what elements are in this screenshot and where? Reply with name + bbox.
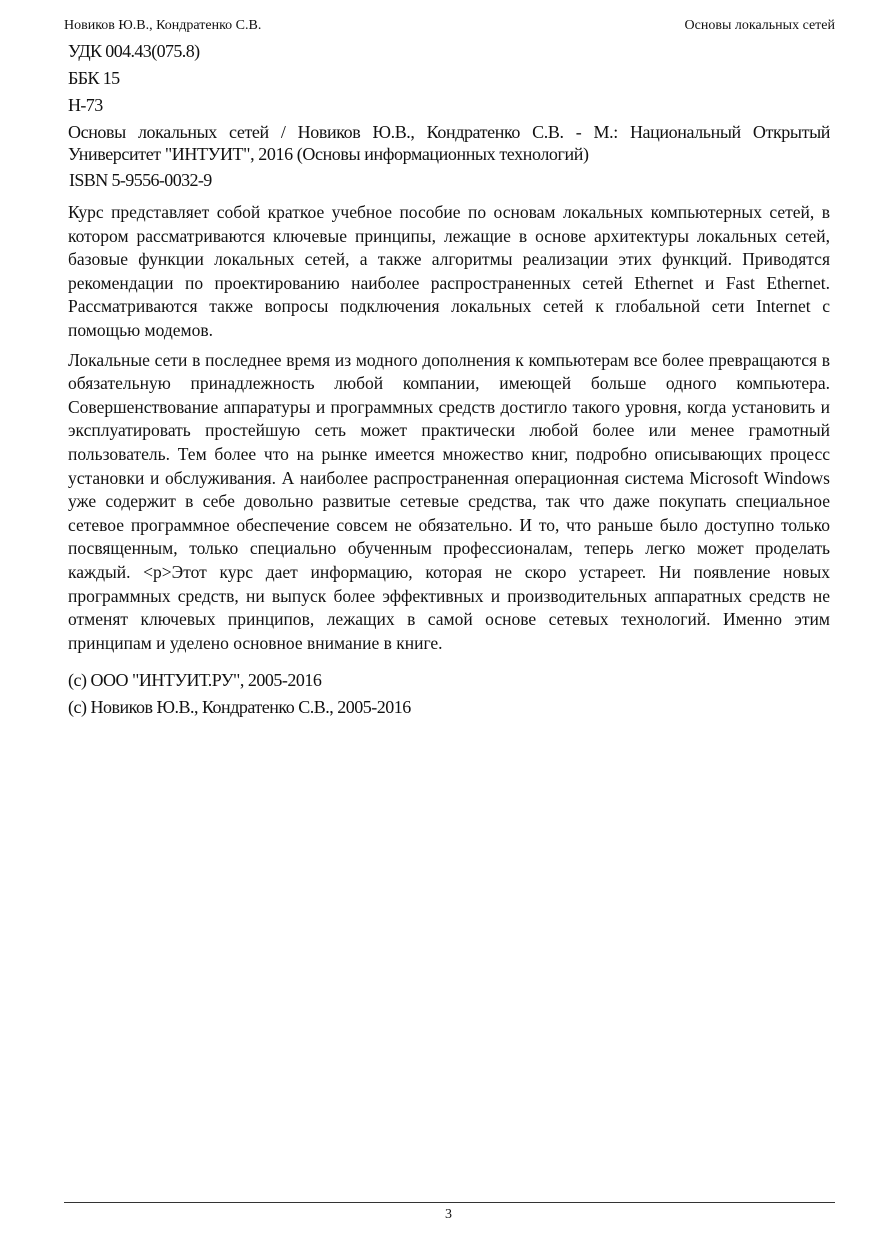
isbn: ISBN 5-9556-0032-9 [69, 170, 212, 190]
running-header [64, 16, 835, 36]
bibliographic-citation: Основы локальных сетей / Новиков Ю.В., Кондратенко С.В. - М.: Национальный Открытый Университет "ИНТУИТ", 2016 (Основы информационных технологий) [68, 122, 830, 164]
header-authors: Новиков Ю.В., Кондратенко С.В. [64, 18, 262, 33]
copyright-publisher: (c) ООО "ИНТУИТ.РУ", 2005-2016 [68, 670, 322, 691]
footer-divider [64, 1202, 835, 1203]
copyright-authors: (c) Новиков Ю.В., Кондратенко С.В., 2005-2016 [68, 697, 411, 718]
bbk-code: ББК 15 [68, 68, 120, 88]
header-title: Основы локальных сетей [684, 18, 835, 33]
udk-code: УДК 004.43(075.8) [68, 41, 200, 61]
page-number: 3 [445, 1207, 452, 1222]
abstract-paragraph-1: Курс представляет собой краткое учебное пособие по основам локальных компьютерных сетей, в котором рассматриваются ключевые принципы, лежащие в основе архитектуры локальных сетей, базовые функции локальных сетей, а также алгоритмы реализации этих функций. Приводятся рекомендации по проектированию наиболее распространенных сетей Ethernet и Fast Ethernet. Рассматриваются также вопросы подключения локальных сетей к глобальной сети Internet с помощью модемов. [68, 202, 830, 340]
page-content [68, 40, 830, 723]
abstract-paragraph-2: Локальные сети в последнее время из модного дополнения к компьютерам все более превращаются в обязательную принадлежность любой компании, имеющей больше одного компьютера. Совершенствование аппаратуры и программных средств достигло такого уровня, когда установить и эксплуатировать простейшую сеть может практически любой более или менее грамотный пользователь. Тем более что на рынке имеется множество книг, подробно описывающих процесс установки и обслуживания. А наиболее распространенная операционная система Microsoft Windows уже содержит в себе довольно развитые сетевые средства, так что даже покупать специальное сетевое программное обеспечение совсем не обязательно. И то, что раньше было доступно только посвященным, только специально обученным профессионалам, теперь легко может проделать каждый. <p>Этот курс дает информацию, которая не скоро устареет. Ни появление новых программных средств, ни выпуск более эффективных и производительных аппаратных средств не отменят ключевых принципов, лежащих в самой основе сетевых технологий. Именно этим принципам и уделено основное внимание в книге. [68, 349, 830, 653]
author-mark: Н-73 [68, 95, 103, 115]
